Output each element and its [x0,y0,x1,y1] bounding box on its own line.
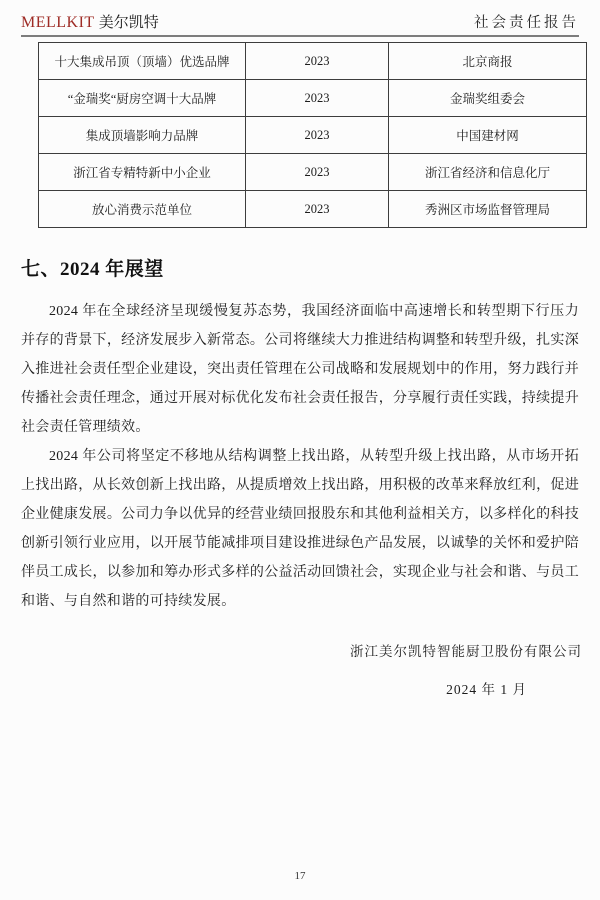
signature-block [21,640,582,698]
award-year-cell: 2023 [246,191,389,228]
award-issuer-cell: 北京商报 [389,43,587,80]
table-row [39,117,587,154]
body-paragraph: 2024 年公司将坚定不移地从结构调整上找出路，从转型升级上找出路，从市场开拓上找出路，从长效创新上找出路，从提质增效上找出路，用积极的改革来释放红利，促进企业健康发展。公司力争以优异的经营业绩回报股东和其他利益相关方，以多样化的科技创新引领行业应用，以开展节能减排项目建设推进绿色产品发展，以诚挚的关怀和爱护陪伴员工成长，以参加和筹办形式多样的公益活动回馈社会，实现企业与社会和谐、与员工和谐、与自然和谐的可持续发展。 [21,449,579,609]
signature-date: 2024 年 1 月 [446,682,527,697]
award-issuer-cell: 浙江省经济和信息化厅 [389,154,587,191]
award-name-cell: 放心消费示范单位 [39,191,246,228]
table-row [39,191,587,228]
award-issuer-cell: 中国建材网 [389,117,587,154]
section-body [21,297,579,616]
table-row [39,80,587,117]
award-year-cell: 2023 [246,80,389,117]
brand-name-latin: MELLKIT [21,14,95,31]
award-name-cell: 浙江省专精特新中小企业 [39,154,246,191]
award-year-cell: 2023 [246,154,389,191]
body-paragraph: 2024 年在全球经济呈现缓慢复苏态势，我国经济面临中高速增长和转型期下行压力并存的背景下，经济发展步入新常态。公司将继续大力推进结构调整和转型升级，扎实深入推进社会责任型企业建设，突出责任管理在公司战略和发展规划中的作用，努力践行并传播社会责任理念，通过开展对标优化发布社会责任报告，分享履行责任实践，持续提升社会责任管理绩效。 [21,304,579,435]
award-name-cell: “金瑞奖“厨房空调十大品牌 [39,80,246,117]
awards-table [38,42,587,228]
award-name-cell: 集成顶墙影响力品牌 [39,117,246,154]
award-issuer-cell: 秀洲区市场监督管理局 [389,191,587,228]
section-title: 七、2024 年展望 [21,258,164,280]
page-number: 17 [294,870,306,882]
award-year-cell: 2023 [246,117,389,154]
document-title: 社会责任报告 [474,15,579,31]
brand-logo [21,11,159,32]
award-issuer-cell: 金瑞奖组委会 [389,80,587,117]
signature-company: 浙江美尔凯特智能厨卫股份有限公司 [350,644,582,659]
table-row [39,43,587,80]
table-row [39,154,587,191]
award-name-cell: 十大集成吊顶（顶墙）优选品牌 [39,43,246,80]
page-header [21,8,579,37]
page-footer [0,870,600,882]
brand-name-cjk: 美尔凯特 [98,15,159,31]
award-year-cell: 2023 [246,43,389,80]
